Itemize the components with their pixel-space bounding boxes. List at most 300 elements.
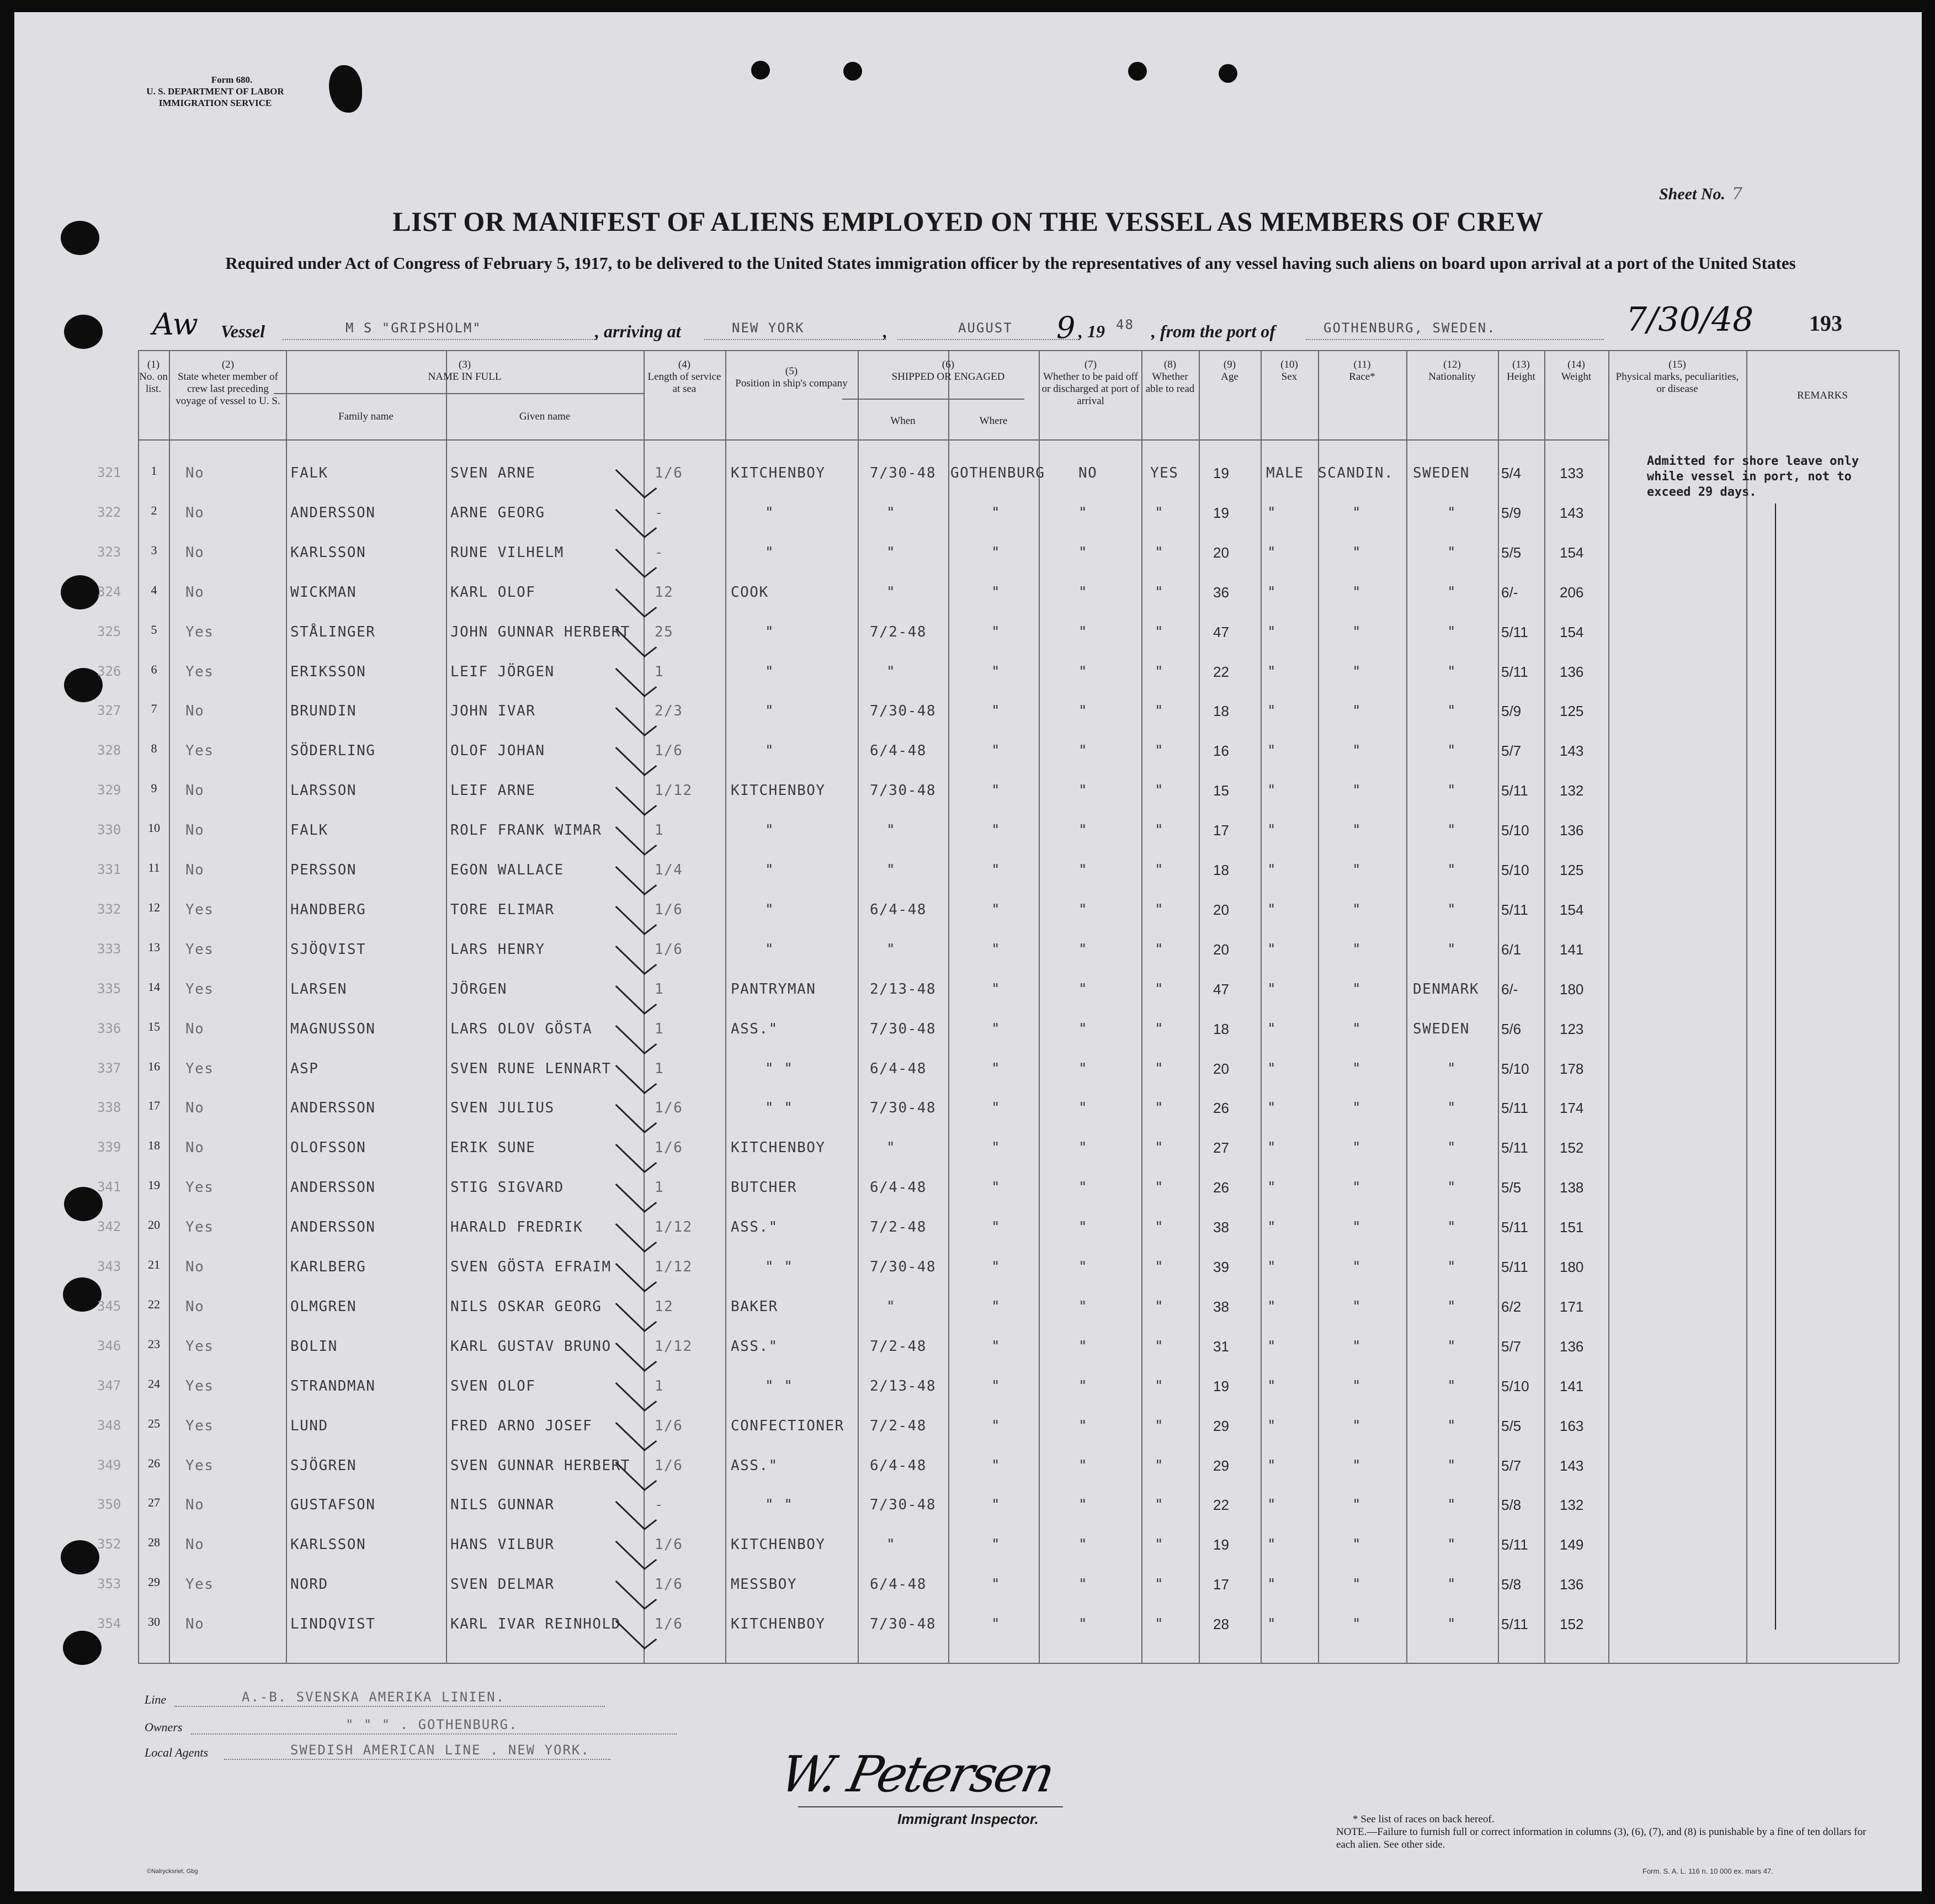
position: MESSBOY <box>731 1576 798 1593</box>
shipped-when: 2/13-48 <box>870 1377 937 1394</box>
manifest-line-number: 335 <box>97 980 121 996</box>
form-number: Form 680. <box>211 75 253 85</box>
given-name: RUNE VILHELM <box>450 544 564 561</box>
position: ASS." <box>731 1219 778 1236</box>
manifest-line-number: 332 <box>97 901 121 917</box>
height: 5/11 <box>1501 1259 1528 1275</box>
position: " " <box>765 1060 794 1077</box>
sex: " <box>1267 1179 1277 1196</box>
vessel-label: Vessel <box>221 321 265 341</box>
list-number: 15 <box>148 1019 160 1033</box>
shipped-when: " <box>886 862 896 878</box>
position: ASS." <box>731 1020 778 1037</box>
paid-off: " <box>1078 980 1088 998</box>
departure-port: GOTHENBURG, SWEDEN. <box>1323 320 1496 336</box>
list-number: 1 <box>151 464 157 478</box>
position: KITCHENBOY <box>731 1536 826 1553</box>
table-row <box>14 1099 1922 1132</box>
previous-voyage: Yes <box>185 1576 214 1593</box>
shipped-when: " <box>886 544 896 561</box>
given-name: FRED ARNO JOSEF <box>450 1417 593 1434</box>
family-name: MAGNUSSON <box>290 1020 376 1037</box>
position: COOK <box>731 584 769 601</box>
family-name: STRANDMAN <box>290 1377 376 1394</box>
height: 5/7 <box>1501 742 1522 760</box>
check-mark <box>615 857 657 895</box>
header-race-label: Race* <box>1349 371 1375 383</box>
shipped-when: 7/30-48 <box>870 465 937 481</box>
table-row <box>14 1297 1922 1330</box>
weight: 149 <box>1560 1536 1584 1553</box>
line-label: Line <box>145 1693 167 1706</box>
nationality: " <box>1447 544 1457 561</box>
position: KITCHENBOY <box>731 782 826 799</box>
weight: 136 <box>1560 822 1584 839</box>
given-name: LARS HENRY <box>450 941 545 958</box>
family-name: FALK <box>290 822 328 839</box>
header-given-name-label: Given name <box>519 411 571 422</box>
nationality: " <box>1447 1060 1457 1077</box>
manifest-line-number: 349 <box>97 1457 121 1473</box>
paid-off: " <box>1078 584 1088 601</box>
race: " <box>1352 1497 1362 1514</box>
height: 5/9 <box>1501 504 1522 521</box>
header-nationality <box>1406 359 1498 383</box>
height: 5/5 <box>1501 544 1522 561</box>
manifest-line-number: 338 <box>97 1100 121 1116</box>
length-of-service: 1/6 <box>655 1616 683 1633</box>
family-name: LINDQVIST <box>290 1616 376 1633</box>
weight: 174 <box>1560 1100 1584 1117</box>
given-name: LEIF ARNE <box>450 782 536 799</box>
paid-off: " <box>1078 1417 1088 1434</box>
length-of-service: 1/12 <box>655 782 693 799</box>
header-length-of-service-number: (4) <box>678 359 691 370</box>
shipped-where: " <box>991 703 1001 720</box>
manifest-line-number: 346 <box>97 1338 121 1354</box>
position: ASS." <box>731 1338 778 1355</box>
paid-off: " <box>1078 1338 1088 1355</box>
sheet-number-value: 7 <box>1732 184 1743 204</box>
paid-off: " <box>1078 1616 1088 1633</box>
weight: 152 <box>1560 1139 1584 1157</box>
race: " <box>1352 980 1362 998</box>
shipped-where: " <box>991 1576 1001 1593</box>
list-number: 14 <box>148 979 160 994</box>
age: 17 <box>1213 1576 1229 1593</box>
manifest-sheet <box>14 12 1922 1891</box>
given-name: JOHN IVAR <box>450 703 536 720</box>
length-of-service: 1/12 <box>655 1219 693 1236</box>
header-list-no-label: No. on list. <box>139 371 168 395</box>
weight: 132 <box>1560 1497 1584 1514</box>
weight: 136 <box>1560 663 1584 680</box>
paid-off: " <box>1078 901 1088 918</box>
given-name: SVEN DELMAR <box>450 1576 555 1593</box>
shipped-where: " <box>991 1338 1001 1355</box>
name-sub-rule <box>274 393 644 394</box>
race: " <box>1352 1616 1362 1633</box>
position: " " <box>765 1100 794 1117</box>
age: 20 <box>1213 544 1229 561</box>
paid-off: " <box>1078 1020 1088 1037</box>
given-name: SVEN GUNNAR HERBERT <box>450 1457 630 1474</box>
nationality: " <box>1447 822 1457 839</box>
nationality: " <box>1447 1417 1457 1434</box>
shipped-when: 2/13-48 <box>870 980 937 998</box>
paid-off: " <box>1078 1100 1088 1117</box>
paid-off: " <box>1078 1259 1088 1275</box>
check-mark <box>615 1334 657 1372</box>
age: 26 <box>1213 1100 1229 1117</box>
height: 5/6 <box>1501 1020 1522 1037</box>
age: 20 <box>1213 1060 1229 1077</box>
shipped-where: " <box>991 623 1001 640</box>
header-length-of-service-label: Length of service at sea <box>647 371 721 395</box>
shipped-where: " <box>991 1457 1001 1474</box>
able-to-read: " <box>1155 782 1165 799</box>
height: 5/8 <box>1501 1497 1522 1514</box>
shipped-when: 7/30-48 <box>870 703 937 720</box>
height: 6/- <box>1501 584 1518 601</box>
position: KITCHENBOY <box>731 465 826 481</box>
check-mark <box>615 1095 657 1133</box>
nationality: " <box>1447 1497 1457 1514</box>
position: " <box>765 623 775 640</box>
list-number: 10 <box>148 821 160 835</box>
table-row <box>14 623 1922 656</box>
race: " <box>1352 663 1362 680</box>
able-to-read: " <box>1155 1139 1165 1157</box>
position: " <box>765 822 775 839</box>
from-port-label: , from the port of <box>1151 321 1275 341</box>
family-name: LARSEN <box>290 980 347 998</box>
family-name: SJÖGREN <box>290 1457 357 1474</box>
height: 5/10 <box>1501 1377 1529 1394</box>
manifest-line-number: 347 <box>97 1377 121 1393</box>
previous-voyage: Yes <box>185 1219 214 1236</box>
weight: 151 <box>1560 1219 1584 1236</box>
sex: " <box>1267 1377 1277 1394</box>
age: 22 <box>1213 663 1229 680</box>
able-to-read: " <box>1155 1377 1165 1394</box>
length-of-service: 25 <box>655 623 674 640</box>
paid-off: " <box>1078 1219 1088 1236</box>
age: 47 <box>1213 980 1229 998</box>
paid-off: " <box>1078 544 1088 561</box>
position: KITCHENBOY <box>731 1139 826 1157</box>
weight: 180 <box>1560 980 1584 998</box>
header-when-label: When <box>890 415 916 427</box>
shipped-when: 6/4-48 <box>870 1060 927 1077</box>
header-where <box>948 415 1039 427</box>
arrival-day: 9 <box>1056 310 1076 345</box>
header-age-label: Age <box>1221 371 1238 383</box>
previous-voyage: Yes <box>185 901 214 918</box>
paid-off: " <box>1078 703 1088 720</box>
race: " <box>1352 1298 1362 1315</box>
table-row <box>14 1337 1922 1370</box>
list-number: 4 <box>151 582 157 597</box>
paid-off: " <box>1078 1536 1088 1553</box>
header-paid-off <box>1041 359 1140 407</box>
able-to-read: " <box>1155 941 1165 958</box>
race: SCANDIN. <box>1318 465 1394 481</box>
form-code: Form. S. A. L. 116 n. 10 000 ex. mars 47. <box>1642 1867 1773 1875</box>
table-row <box>14 543 1922 576</box>
footnote-penalty: NOTE.—Failure to furnish full or correct information in columns (3), (6), (7), and (8) is punishable by a fine of ten dollars for each alien. See other side. <box>1336 1826 1867 1850</box>
previous-voyage: No <box>185 465 205 481</box>
shipped-where: " <box>991 1060 1001 1077</box>
age: 18 <box>1213 862 1229 878</box>
list-number: 17 <box>148 1099 160 1113</box>
paid-off: " <box>1078 663 1088 680</box>
given-name: KARL IVAR REINHOLD <box>450 1616 621 1633</box>
shipped-where: " <box>991 742 1001 760</box>
height: 5/10 <box>1501 862 1529 878</box>
previous-voyage: Yes <box>185 1338 214 1355</box>
weight: 125 <box>1560 862 1584 878</box>
shipped-when: " <box>886 663 896 680</box>
handwritten-annotation: Aw <box>152 307 198 342</box>
previous-voyage: No <box>185 544 205 561</box>
table-row <box>14 503 1922 537</box>
able-to-read: " <box>1155 1219 1165 1236</box>
age: 29 <box>1213 1417 1229 1434</box>
sheet-number-label: Sheet No. <box>1659 185 1725 203</box>
length-of-service: 1/6 <box>655 1457 683 1474</box>
able-to-read: " <box>1155 822 1165 839</box>
length-of-service: 1 <box>655 663 665 680</box>
table-row <box>14 583 1922 616</box>
comma: , <box>883 321 887 341</box>
length-of-service: 12 <box>655 584 674 601</box>
manifest-line-number: 345 <box>97 1298 121 1314</box>
remarks-text: Admitted for shore leave only while vessel in port, not to exceed 29 days. <box>1647 454 1859 499</box>
inspector-signature: W. Petersen <box>775 1746 1058 1804</box>
family-name: FALK <box>290 465 328 481</box>
able-to-read: " <box>1155 1259 1165 1275</box>
header-shipped-engaged <box>858 359 1039 383</box>
sex: " <box>1267 1060 1277 1077</box>
position: " <box>765 504 775 521</box>
header-able-to-read-label: Whether able to read <box>1145 371 1195 395</box>
paid-off: " <box>1078 862 1088 878</box>
shipped-where: " <box>991 1377 1001 1394</box>
shipped-where: " <box>991 1259 1001 1275</box>
given-name: TORE ELIMAR <box>450 901 555 918</box>
check-mark <box>615 460 657 498</box>
header-height-label: Height <box>1507 371 1535 383</box>
list-number: 3 <box>151 543 157 557</box>
shipped-when: 7/30-48 <box>870 1100 937 1117</box>
length-of-service: 1 <box>655 1179 665 1196</box>
weight: 143 <box>1560 1457 1584 1474</box>
header-physical-marks-number: (15) <box>1668 359 1686 370</box>
manifest-line-number: 352 <box>97 1536 121 1552</box>
family-name: ANDERSSON <box>290 1219 376 1236</box>
previous-voyage: No <box>185 1616 205 1633</box>
weight: 132 <box>1560 782 1584 799</box>
manifest-line-number: 331 <box>97 862 121 877</box>
table-row <box>14 702 1922 735</box>
given-name: LARS OLOV GÖSTA <box>450 1020 593 1037</box>
shipped-when: 7/30-48 <box>870 1020 937 1037</box>
shipped-where: " <box>991 1417 1001 1434</box>
shipped-when: " <box>886 822 896 839</box>
paid-off: " <box>1078 1377 1088 1394</box>
list-number: 6 <box>151 662 157 676</box>
length-of-service: 2/3 <box>655 703 683 720</box>
page-number: 193 <box>1809 311 1842 336</box>
height: 5/11 <box>1501 623 1528 640</box>
race: " <box>1352 1338 1362 1355</box>
nationality: " <box>1447 1536 1457 1553</box>
manifest-line-number: 330 <box>97 822 121 838</box>
age: 28 <box>1213 1616 1229 1633</box>
header-weight <box>1544 359 1608 383</box>
position: " <box>765 663 775 680</box>
previous-voyage: Yes <box>185 663 214 680</box>
age: 20 <box>1213 941 1229 958</box>
position: ASS." <box>731 1457 778 1474</box>
arrival-year: 48 <box>1116 317 1134 332</box>
previous-voyage: No <box>185 1139 205 1157</box>
age: 38 <box>1213 1298 1229 1315</box>
shipped-when: " <box>886 1298 896 1315</box>
year-prefix: , 19 <box>1078 321 1105 341</box>
header-list-no <box>139 359 168 395</box>
family-name: STÅLINGER <box>290 623 376 640</box>
weight: 152 <box>1560 1616 1584 1633</box>
header-paid-off-label: Whether to be paid off or discharged at port of arrival <box>1041 371 1140 407</box>
list-number: 21 <box>148 1258 160 1271</box>
check-mark <box>615 1056 657 1094</box>
length-of-service: 1 <box>655 1020 665 1037</box>
race: " <box>1352 742 1362 760</box>
able-to-read: " <box>1155 584 1165 601</box>
header-name-in-full <box>286 359 644 383</box>
position: BUTCHER <box>731 1179 798 1196</box>
sex: " <box>1267 980 1277 998</box>
able-to-read: " <box>1155 1338 1165 1355</box>
header-position-number: (5) <box>785 365 798 377</box>
shipped-where: " <box>991 862 1001 878</box>
given-name: JÖRGEN <box>450 980 507 998</box>
nationality: " <box>1447 1100 1457 1117</box>
age: 47 <box>1213 623 1229 640</box>
manifest-line-number: 325 <box>97 623 121 639</box>
shipped-where: " <box>991 504 1001 521</box>
table-row <box>14 1615 1922 1648</box>
nationality: " <box>1447 1457 1457 1474</box>
length-of-service: 1 <box>655 1060 665 1077</box>
previous-voyage: No <box>185 1536 205 1553</box>
length-of-service: - <box>655 504 665 521</box>
sex: " <box>1267 1219 1277 1236</box>
previous-voyage: No <box>185 1259 205 1275</box>
family-name: ANDERSSON <box>290 504 376 521</box>
weight: 141 <box>1560 941 1584 958</box>
height: 5/5 <box>1501 1179 1522 1196</box>
shipped-when: 6/4-48 <box>870 901 927 918</box>
weight: 143 <box>1560 742 1584 760</box>
owners-underline <box>191 1733 677 1735</box>
header-position-label: Position in ship's company <box>735 378 848 389</box>
weight: 180 <box>1560 1259 1584 1275</box>
previous-voyage: Yes <box>185 623 214 640</box>
given-name: SVEN GÖSTA EFRAIM <box>450 1259 612 1275</box>
position: CONFECTIONER <box>731 1417 844 1434</box>
previous-voyage: No <box>185 1298 205 1315</box>
family-name: ERIKSSON <box>290 663 366 680</box>
age: 31 <box>1213 1338 1229 1355</box>
position: " <box>765 862 775 878</box>
header-previous-voyage-label: State wheter member of crew last preceding voyage of vessel to U. S. <box>176 371 280 407</box>
age: 20 <box>1213 901 1229 918</box>
nationality: " <box>1447 1338 1457 1355</box>
shipped-where: GOTHENBURG <box>950 465 1045 481</box>
header-weight-label: Weight <box>1561 371 1592 383</box>
inspector-label: Immigrant Inspector. <box>897 1811 1039 1827</box>
check-mark <box>615 580 657 618</box>
family-name: KARLSSON <box>290 544 366 561</box>
header-able-to-read <box>1142 359 1198 395</box>
header-nationality-label: Nationality <box>1428 371 1476 383</box>
header-physical-marks-label: Physical marks, peculiarities, or disease <box>1615 371 1739 395</box>
family-name: SÖDERLING <box>290 742 376 760</box>
race: " <box>1352 1457 1362 1474</box>
position: " <box>765 703 775 720</box>
weight: 171 <box>1560 1298 1584 1315</box>
table-row <box>14 1059 1922 1092</box>
given-name: NILS GUNNAR <box>450 1497 555 1514</box>
check-mark <box>615 977 657 1015</box>
sex: " <box>1267 623 1277 640</box>
shipped-when: 7/2-48 <box>870 1219 927 1236</box>
able-to-read: " <box>1155 901 1165 918</box>
paid-off: " <box>1078 1298 1088 1315</box>
sex: " <box>1267 1259 1277 1275</box>
shipped-when: 7/2-48 <box>870 623 927 640</box>
age: 19 <box>1213 504 1229 521</box>
able-to-read: YES <box>1150 465 1179 481</box>
paid-off: " <box>1078 504 1088 521</box>
list-number: 20 <box>148 1218 160 1232</box>
race: " <box>1352 1259 1362 1275</box>
list-number: 18 <box>148 1138 160 1153</box>
weight: 178 <box>1560 1060 1584 1077</box>
nationality: " <box>1447 742 1457 760</box>
given-name: NILS OSKAR GEORG <box>450 1298 602 1315</box>
height: 5/9 <box>1501 703 1522 720</box>
length-of-service: - <box>655 1497 665 1514</box>
previous-voyage: Yes <box>185 1417 214 1434</box>
list-number: 7 <box>151 702 157 716</box>
header-shipped-engaged-label: SHIPPED OR ENGAGED <box>891 371 1005 383</box>
manifest-line-number: 328 <box>97 742 121 759</box>
vessel-name: M S "GRIPSHOLM" <box>345 320 482 336</box>
header-family-name-label: Family name <box>338 411 394 422</box>
header-nationality-number: (12) <box>1443 359 1461 370</box>
able-to-read: " <box>1155 544 1165 561</box>
manifest-line-number: 321 <box>97 465 121 480</box>
race: " <box>1352 1377 1362 1394</box>
family-name: ANDERSSON <box>290 1179 376 1196</box>
sex: " <box>1267 742 1277 760</box>
manifest-line-number: 339 <box>97 1139 121 1155</box>
shipped-where: " <box>991 1139 1001 1157</box>
